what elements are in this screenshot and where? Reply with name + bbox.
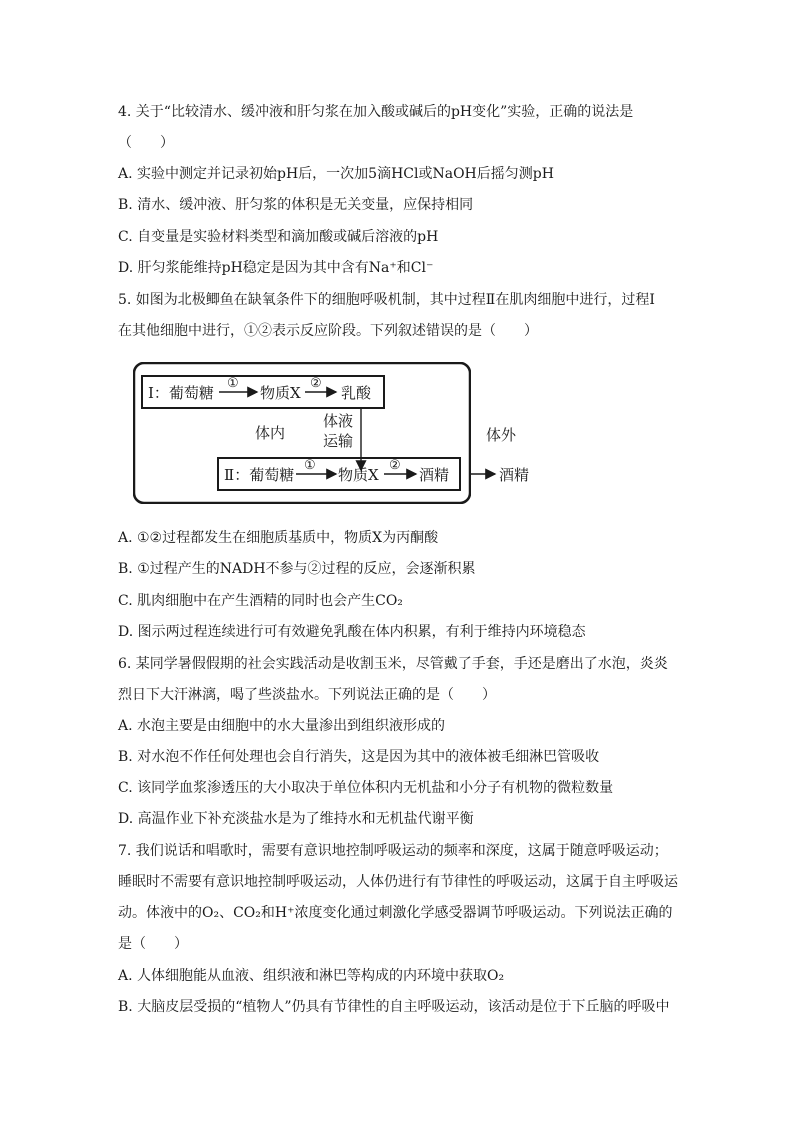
excretion-group (471, 460, 571, 490)
q6-option-a: A. 水泡主要是由细胞中的水大量渗出到组织液形成的 (118, 718, 446, 734)
step-1-label-row2: ① (304, 458, 316, 473)
ethanol-label: 酒精 (419, 466, 450, 484)
q5-stem-line-1: 5. 如图为北极鲫鱼在缺氧条件下的细胞呼吸机制，其中过程Ⅱ在肌肉细胞中进行，过程Ⅰ (118, 292, 655, 308)
q4-option-a: A. 实验中测定并记录初始pH后，一次加5滴HCl或NaOH后摇匀测pH (118, 166, 554, 182)
respiration-diagram (133, 362, 471, 504)
step-1-label-row1: ① (227, 376, 239, 391)
q7-stem-line-3: 动。体液中的O₂、CO₂和H⁺浓度变化通过刺激化学感受器调节呼吸运动。下列说法正确的 (118, 905, 673, 921)
q5-option-d: D. 图示两过程连续进行可有效避免乳酸在体内积累，有利于维持内环境稳态 (118, 624, 586, 640)
step-2-label-row1: ② (310, 376, 322, 391)
inside-body-label: 体内 (255, 424, 286, 442)
q4-option-d: D. 肝匀浆能维持pH稳定是因为其中含有Na⁺和Cl⁻ (118, 260, 434, 276)
q6-stem-line-1: 6. 某同学暑假假期的社会实践活动是收割玉米，尽管戴了手套，手还是磨出了水泡，炎炎 (118, 656, 668, 672)
q4-option-c: C. 自变量是实验材料类型和滴加酸或碱后溶液的pH (118, 229, 439, 245)
q4-stem-line-1: 4. 关于“比较清水、缓冲液和肝匀浆在加入酸或碱后的pH变化”实验，正确的说法是 (118, 104, 634, 120)
row2-substance-x: 物质X (338, 466, 379, 484)
lactic-acid-label: 乳酸 (341, 384, 372, 402)
excreted-ethanol-label: 酒精 (499, 466, 530, 484)
transport-label-top: 体液 (323, 412, 354, 430)
q5-stem-line-2: 在其他细胞中进行，①②表示反应阶段。下列叙述错误的是（ ） (118, 323, 538, 339)
row1-substance-x: 物质X (260, 384, 301, 402)
step-2-label-row2: ② (389, 458, 401, 473)
process-1-label: Ⅰ：葡萄糖 (148, 384, 214, 402)
q4-stem-line-2: （ ） (118, 135, 174, 151)
q4-option-b: B. 清水、缓冲液、肝匀浆的体积是无关变量，应保持相同 (118, 197, 474, 213)
process-2-label: Ⅱ：葡萄糖 (224, 466, 295, 484)
q7-stem-line-1: 7. 我们说话和唱歌时，需要有意识地控制呼吸运动的频率和深度，这属于随意呼吸运动； (118, 843, 668, 859)
transport-label-bottom: 运输 (323, 432, 354, 450)
q6-option-b: B. 对水泡不作任何处理也会自行消失，这是因为其中的液体被毛细淋巴管吸收 (118, 749, 600, 765)
q7-option-b: B. 大脑皮层受损的“植物人”仍具有节律性的自主呼吸运动，该活动是位于下丘脑的呼吸中 (118, 999, 670, 1015)
outside-body-text: 体外 (486, 426, 517, 444)
q6-option-d: D. 高温作业下补充淡盐水是为了维持水和无机盐代谢平衡 (118, 811, 474, 827)
q5-option-b: B. ①过程产生的NADH不参与②过程的反应，会逐渐积累 (118, 561, 476, 577)
q6-option-c: C. 该同学血浆渗透压的大小取决于单位体积内无机盐和小分子有机物的微粒数量 (118, 780, 614, 796)
q5-option-c: C. 肌肉细胞中在产生酒精的同时也会产生CO₂ (118, 593, 403, 609)
q6-stem-line-2: 烈日下大汗淋漓，喝了些淡盐水。下列说法正确的是（ ） (118, 687, 496, 703)
q7-option-a: A. 人体细胞能从血液、组织液和淋巴等构成的内环境中获取O₂ (118, 968, 505, 984)
q7-stem-line-4: 是（ ） (118, 936, 188, 952)
q5-option-a: A. ①②过程都发生在细胞质基质中，物质X为丙酮酸 (118, 530, 439, 546)
q7-stem-line-2: 睡眠时不需要有意识地控制呼吸运动，人体仍进行有节律性的呼吸运动，这属于自主呼吸运 (118, 874, 678, 890)
